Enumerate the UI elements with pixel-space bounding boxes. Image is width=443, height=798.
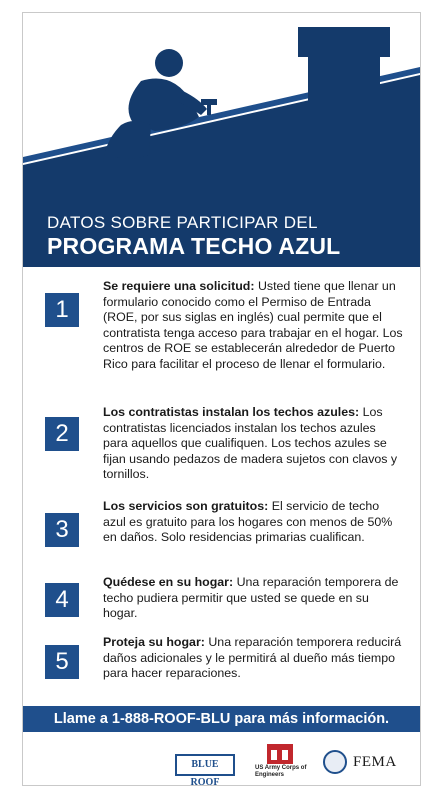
castle-icon [267,744,293,764]
step-text [103,405,403,483]
step-body: Usted tiene que llenar un formulario conocido como el Permiso de Entrada (ROE, por sus siglas en inglés) cual permite que el contratista tenga acceso para trabajar en el hogar. Los centros de ROE se establecerán alrededor de Puerto Rico para facilitar el proceso de llenar el formulario. [103,279,403,371]
step-number-badge: 2 [45,417,79,451]
step-number-badge: 1 [45,293,79,327]
step-body: El servicio de techo azul es gratuito para los hogares con menos de 50% en daños. Solo residencias primarias cualifican. [103,499,393,545]
usace-logo [255,742,319,782]
step-heading: Quédese en su hogar: [103,575,234,589]
step-heading: Se requiere una solicitud: [103,279,255,293]
step-text [103,279,403,373]
title-banner [23,197,420,267]
logo-strip [23,732,420,786]
step-text [103,575,403,622]
hammer-handle [207,101,211,115]
step-heading: Proteja su hogar: [103,635,205,649]
roof-illustration [23,13,420,197]
step-text [103,499,403,546]
worker-head [155,49,183,77]
title-subheading: DATOS SOBRE PARTICIPAR DEL [47,213,318,232]
fema-logo [323,748,403,778]
step-text [103,635,403,682]
dhs-seal-icon [323,750,347,774]
blue-roof-logo: BLUE ROOF [175,754,235,776]
step-number-badge: 3 [45,513,79,547]
chimney-cap [298,27,390,57]
title-heading: PROGRAMA TECHO AZUL [47,233,341,259]
call-to-action-banner: Llame a 1-888-ROOF-BLU para más información. [23,706,420,732]
chimney [308,53,380,103]
step-heading: Los contratistas instalan los techos azules: [103,405,360,419]
step-heading: Los servicios son gratuitos: [103,499,269,513]
step-number-badge: 5 [45,645,79,679]
step-body: Los contratistas licenciados instalan los techos azules para aquellos que cualifiquen. Los techos azules se fijan usando pedazos de madera sujetos con clavos y tornillos. [103,405,398,482]
step-number-badge: 4 [45,583,79,617]
roofer-on-roof-illustration [23,13,420,197]
fema-logo-text: FEMA [353,754,397,770]
usace-logo-text: US Army Corps of Engineers [255,765,307,778]
step-body: Una reparación temporera reducirá daños adicionales y le permitirá al dueño más tiempo para hacer reparaciones. [103,635,402,681]
info-card [22,12,421,786]
step-body: Una reparación temporera de techo pudiera permitir que usted se quede en su hogar. [103,575,399,621]
